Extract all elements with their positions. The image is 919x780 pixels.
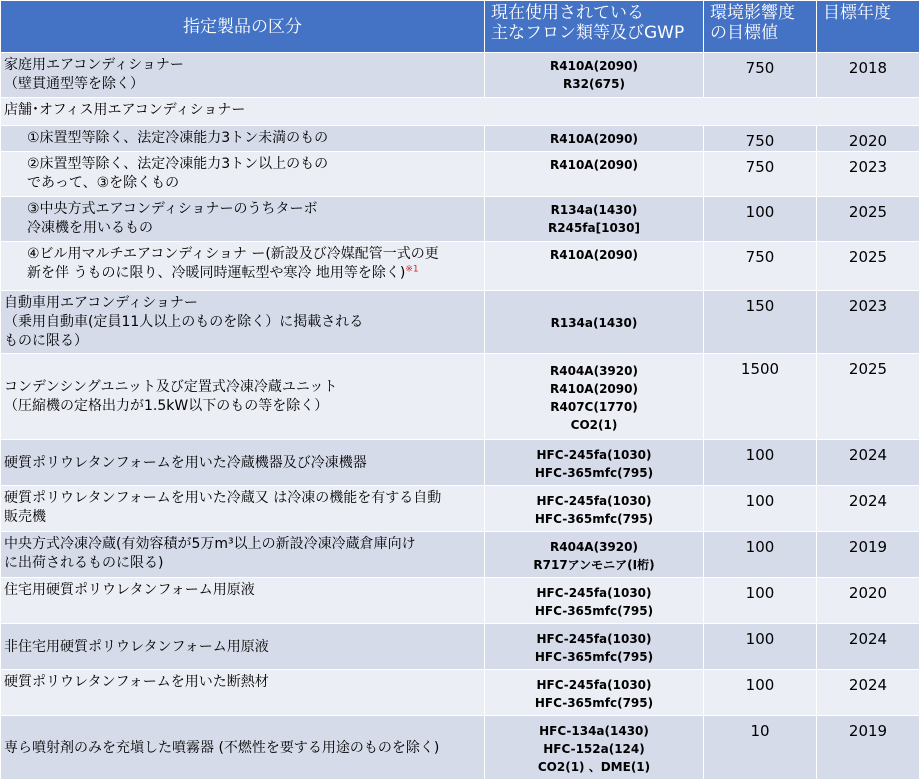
target-value-cell: 150 [704, 291, 817, 354]
product-category-cell [1, 126, 485, 152]
target-year-cell: 2025 [817, 197, 919, 242]
target-value-cell: 100 [704, 670, 817, 716]
table-row [1, 53, 919, 98]
table-row [1, 624, 919, 670]
refrigerant-gwp-text: HFC-245fa(1030) [487, 676, 701, 694]
refrigerant-gwp-text: R410A(2090) [487, 380, 701, 398]
table-row [1, 354, 919, 440]
target-value-cell: 10 [704, 716, 817, 780]
refrigerant-gwp-text: R410A(2090) [487, 156, 701, 174]
refrigerant-gwp-cell [485, 53, 704, 98]
refrigerant-gwp-text: HFC-365mfc(795) [487, 602, 701, 620]
table-row [1, 670, 919, 716]
table-row [1, 486, 919, 532]
target-year-cell: 2025 [817, 354, 919, 440]
product-category-cell [1, 532, 485, 578]
refrigerant-gwp-cell [485, 354, 704, 440]
refrigerant-gwp-text: HFC-245fa(1030) [487, 630, 701, 648]
target-value-cell: 750 [704, 126, 817, 152]
refrigerant-gwp-cell [485, 440, 704, 486]
target-value-cell: 100 [704, 486, 817, 532]
table-row [1, 152, 919, 197]
refrigerant-gwp-text: R410A(2090) [487, 130, 701, 148]
target-year-cell: 2020 [817, 578, 919, 624]
target-year-cell: 2024 [817, 624, 919, 670]
table-body [1, 53, 919, 780]
product-category-text: 硬質ポリウレタンフォームを用いた冷蔵機器及び冷凍機器 [4, 454, 481, 473]
target-value-cell: 100 [704, 440, 817, 486]
product-category-cell [1, 98, 919, 126]
refrigerant-gwp-text: R245fa[1030] [487, 219, 701, 237]
refrigerant-gwp-text: CO2(1) 、DME(1) [487, 758, 701, 776]
product-category-text: 自動車用エアコンディショナー [4, 294, 481, 313]
refrigerant-gwp-text: CO2(1) [487, 416, 701, 434]
target-value-cell: 100 [704, 532, 817, 578]
product-category-text: コンデンシングユニット及び定置式冷凍冷蔵ユニット [4, 378, 481, 397]
refrigerant-gwp-text: HFC-365mfc(795) [487, 464, 701, 482]
refrigerant-gwp-text: HFC-245fa(1030) [487, 446, 701, 464]
refrigerant-gwp-cell [485, 670, 704, 716]
target-value-cell: 1500 [704, 354, 817, 440]
product-category-text: ④ビル用マルチエアコンディショナ ー(新設及び冷媒配管一式の更 [27, 245, 481, 264]
product-category-cell [1, 242, 485, 291]
header-row [1, 1, 919, 53]
target-year-cell: 2024 [817, 486, 919, 532]
target-value-cell: 750 [704, 53, 817, 98]
product-category-cell [1, 152, 485, 197]
target-year-cell: 2023 [817, 152, 919, 197]
refrigerant-gwp-text: HFC-134a(1430) [487, 722, 701, 740]
footnote-marker: ※1 [405, 264, 418, 274]
product-category-cell [1, 440, 485, 486]
refrigerant-gwp-cell [485, 486, 704, 532]
refrigerant-gwp-text: HFC-245fa(1030) [487, 492, 701, 510]
table-row [1, 242, 919, 291]
target-value-cell: 100 [704, 578, 817, 624]
target-year-cell: 2019 [817, 532, 919, 578]
header-refrigerant-gwp: 現在使用されている 主なフロン類等及びGWP [485, 1, 704, 53]
product-category-cell [1, 354, 485, 440]
table-row [1, 126, 919, 152]
table-row [1, 578, 919, 624]
product-category-text: 新を伴 うものに限り、冷暖同時運転型や寒冷 地用等を除く)$^{※1}$ [27, 264, 481, 283]
table-row [1, 98, 919, 126]
refrigerant-gwp-cell [485, 532, 704, 578]
refrigerant-gwp-text: HFC-365mfc(795) [487, 648, 701, 666]
refrigerant-gwp-cell [485, 126, 704, 152]
refrigerant-gwp-text: R410A(2090) [487, 246, 701, 264]
target-value-cell: 100 [704, 624, 817, 670]
header-target-year: 目標年度 [817, 1, 919, 53]
product-category-text: （乗用自動車(定員11人以上のものを除く）に掲載される [4, 313, 481, 332]
target-year-cell: 2018 [817, 53, 919, 98]
target-value-cell: 750 [704, 242, 817, 291]
refrigerant-gwp-cell [485, 624, 704, 670]
product-category-text: であって、③を除くもの [27, 174, 481, 193]
refrigerant-gwp-cell [485, 152, 704, 197]
product-category-cell [1, 291, 485, 354]
product-category-cell [1, 486, 485, 532]
refrigerant-gwp-cell [485, 716, 704, 780]
product-category-text: 非住宅用硬質ポリウレタンフォーム用原液 [4, 638, 481, 657]
target-year-cell: 2024 [817, 670, 919, 716]
refrigerant-gwp-text: R134a(1430) [487, 314, 701, 332]
product-category-text: ①床置型等除く、法定冷凍能力3トン未満のもの [27, 129, 481, 148]
table-row [1, 291, 919, 354]
target-value-cell: 100 [704, 197, 817, 242]
refrigerant-gwp-cell [485, 578, 704, 624]
refrigerant-gwp-text: R407C(1770) [487, 398, 701, 416]
refrigerant-gwp-text: R404A(3920) [487, 362, 701, 380]
refrigerant-gwp-cell [485, 291, 704, 354]
product-category-text: 硬質ポリウレタンフォームを用いた断熱材 [4, 673, 481, 692]
header-product-category: 指定製品の区分 [1, 1, 485, 53]
product-category-text: 販売機 [4, 508, 481, 527]
refrigerant-gwp-text: R404A(3920) [487, 538, 701, 556]
target-year-cell: 2023 [817, 291, 919, 354]
product-category-text: 冷凍機を用いるもの [27, 219, 481, 238]
target-year-cell: 2025 [817, 242, 919, 291]
product-category-text: ものに限る） [4, 332, 481, 351]
product-category-cell [1, 578, 485, 624]
target-year-cell: 2020 [817, 126, 919, 152]
target-year-cell: 2019 [817, 716, 919, 780]
refrigerant-gwp-text: HFC-365mfc(795) [487, 510, 701, 528]
refrigerant-gwp-cell [485, 242, 704, 291]
product-category-text: （壁貫通型等を除く） [4, 75, 481, 94]
refrigerant-gwp-text: HFC-245fa(1030) [487, 584, 701, 602]
refrigerant-gwp-text: R410A(2090) [487, 57, 701, 75]
product-category-text: ③中央方式エアコンディショナーのうちターボ [27, 200, 481, 219]
product-category-text: に出荷されるものに限る) [4, 554, 481, 573]
product-category-cell [1, 670, 485, 716]
product-category-cell [1, 197, 485, 242]
product-category-text: 家庭用エアコンディショナー [4, 56, 481, 75]
product-category-text: 中央方式冷凍冷蔵(有効容積が5万m³以上の新設冷凍冷蔵倉庫向け [4, 535, 481, 554]
refrigerant-gwp-cell [485, 197, 704, 242]
product-category-text: ②床置型等除く、法定冷凍能力3トン以上のもの [27, 155, 481, 174]
target-value-cell: 750 [704, 152, 817, 197]
target-year-cell: 2024 [817, 440, 919, 486]
product-category-cell [1, 624, 485, 670]
product-category-cell [1, 716, 485, 780]
refrigerant-gwp-text: R32(675) [487, 75, 701, 93]
table-row [1, 197, 919, 242]
product-category-text: 硬質ポリウレタンフォームを用いた冷蔵又 は冷凍の機能を有する自動 [4, 489, 481, 508]
refrigerant-gwp-text: R134a(1430) [487, 201, 701, 219]
product-category-text: 住宅用硬質ポリウレタンフォーム用原液 [4, 581, 481, 600]
table-row [1, 716, 919, 780]
refrigerant-gwp-text: HFC-365mfc(795) [487, 694, 701, 712]
table-row [1, 532, 919, 578]
product-category-text: 専ら噴射剤のみを充塡した噴霧器 (不燃性を要する用途のものを除く) [4, 739, 481, 758]
table-row [1, 440, 919, 486]
refrigerant-gwp-text: R717アンモニア(Ⅰ桁) [487, 556, 701, 574]
header-target-value: 環境影響度 の目標値 [704, 1, 817, 53]
product-category-text: 店舗･オフィス用エアコンディショナー [4, 101, 916, 120]
refrigerant-gwp-text: HFC-152a(124) [487, 740, 701, 758]
product-category-text: （圧縮機の定格出力が1.5kW以下のもの等を除く） [4, 397, 481, 416]
product-category-cell [1, 53, 485, 98]
